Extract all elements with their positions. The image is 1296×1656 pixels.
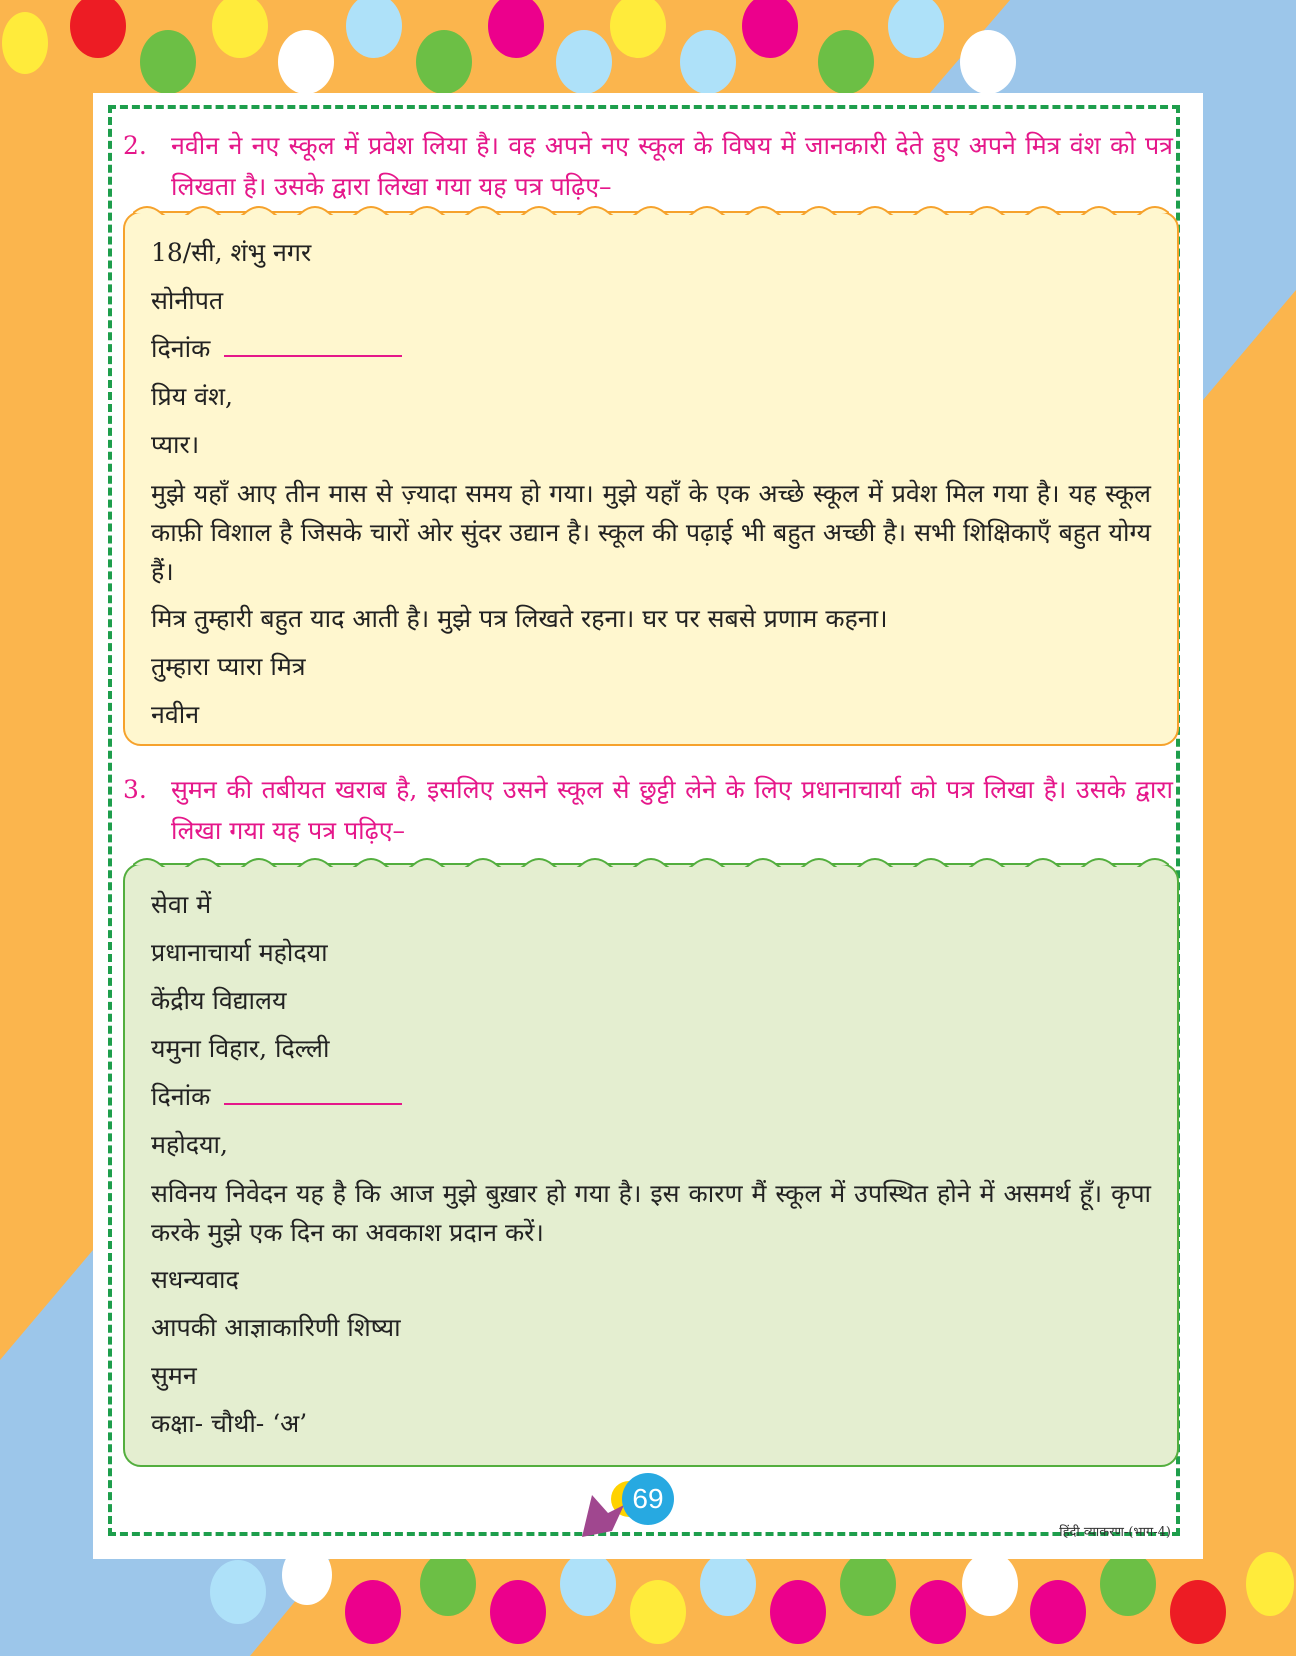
dot-lightblue bbox=[560, 1552, 616, 1616]
salutation: प्रिय वंश, bbox=[151, 382, 233, 411]
letter-to: सेवा में bbox=[151, 890, 212, 919]
dot-lightblue bbox=[700, 1552, 756, 1616]
date-blank bbox=[224, 1077, 402, 1105]
wavy-top-border bbox=[133, 201, 1169, 215]
dot-lightblue bbox=[210, 1560, 266, 1624]
dot-green bbox=[140, 30, 196, 94]
closing: आपकी आज्ञाकारिणी शिष्या bbox=[151, 1313, 401, 1342]
date-blank bbox=[224, 329, 402, 357]
letter-body-paragraph: मित्र तुम्हारी बहुत याद आती है। मुझे पत्र लिखते रहना। घर पर सबसे प्रणाम कहना। bbox=[151, 604, 888, 633]
letter-body-paragraph: सविनय निवेदन यह है कि आज मुझे बुख़ार हो गया है। इस कारण मैं स्कूल में उपस्थित होने में असमर्थ हूँ। कृपा करके मुझे एक दिन का अवकाश प्रदान करें। bbox=[151, 1179, 1151, 1247]
sender-address-line2: सोनीपत bbox=[151, 286, 224, 315]
sender-name: सुमन bbox=[151, 1361, 197, 1390]
dot-green bbox=[840, 1552, 896, 1616]
date-label: दिनांक bbox=[151, 1082, 211, 1111]
page-number: 69 bbox=[622, 1473, 674, 1525]
greeting: प्यार। bbox=[151, 430, 200, 459]
page bbox=[93, 93, 1203, 1559]
dot-magenta bbox=[345, 1580, 401, 1644]
salutation: महोदया, bbox=[151, 1130, 228, 1159]
dot-yellow bbox=[2, 12, 48, 74]
sender-address-line1: 18/सी, शंभु नगर bbox=[151, 238, 312, 267]
question-number: 3. bbox=[123, 775, 147, 804]
dot-red bbox=[1170, 1580, 1226, 1644]
dot-yellow bbox=[630, 1580, 686, 1644]
thanks: सधन्यवाद bbox=[151, 1265, 239, 1294]
signature: नवीन bbox=[151, 700, 200, 729]
question-3 bbox=[123, 769, 1173, 851]
dot-magenta bbox=[770, 1580, 826, 1644]
dot-yellow bbox=[1246, 1552, 1294, 1616]
dot-white bbox=[962, 1552, 1018, 1616]
letter-box-informal bbox=[123, 211, 1179, 746]
star-ribbon-icon bbox=[578, 1491, 628, 1541]
dot-green bbox=[818, 30, 874, 94]
sender-class: कक्षा- चौथी- ‘अ’ bbox=[151, 1409, 308, 1438]
dot-magenta bbox=[1030, 1580, 1086, 1644]
wavy-top-border bbox=[133, 853, 1169, 867]
closing: तुम्हारा प्यारा मित्र bbox=[151, 652, 306, 681]
date-line bbox=[151, 1073, 1151, 1121]
dot-magenta bbox=[910, 1580, 966, 1644]
book-title: हिंदी व्याकरण-(भाग-4) bbox=[1059, 1525, 1171, 1540]
school-place: यमुना विहार, दिल्ली bbox=[151, 1034, 330, 1063]
question-text: नवीन ने नए स्कूल में प्रवेश लिया है। वह अपने नए स्कूल के विषय में जानकारी देते हुए अपने मित्र वंश को पत्र लिखता है। उसके द्वारा लिखा गया यह पत्र पढ़िए– bbox=[171, 131, 1173, 201]
dot-lightblue bbox=[680, 30, 736, 94]
school-name: केंद्रीय विद्यालय bbox=[151, 986, 287, 1015]
question-text: सुमन की तबीयत खराब है, इसलिए उसने स्कूल से छुट्टी लेने के लिए प्रधानाचार्या को पत्र लिखा है। उसके द्वारा लिखा गया यह पत्र पढ़िए– bbox=[171, 775, 1173, 845]
dot-white bbox=[278, 30, 334, 94]
question-2 bbox=[123, 125, 1173, 207]
date-line bbox=[151, 325, 1151, 373]
dot-lightblue bbox=[556, 30, 612, 94]
dot-green bbox=[416, 30, 472, 94]
dot-green bbox=[420, 1552, 476, 1616]
letter-box-formal bbox=[123, 863, 1179, 1467]
dot-magenta bbox=[490, 1580, 546, 1644]
dot-white bbox=[960, 30, 1016, 94]
question-number: 2. bbox=[123, 131, 147, 160]
letter-body-paragraph: मुझे यहाँ आए तीन मास से ज़्यादा समय हो गया। मुझे यहाँ के एक अच्छे स्कूल में प्रवेश मिल गया है। यह स्कूल काफ़ी विशाल है जिसके चारों ओर सुंदर उद्यान है। स्कूल की पढ़ाई भी बहुत अच्छी है। सभी शिक्षिकाएँ बहुत योग्य हैं। bbox=[151, 479, 1151, 586]
date-label: दिनांक bbox=[151, 334, 211, 363]
recipient: प्रधानाचार्या महोदया bbox=[151, 938, 328, 967]
dot-green bbox=[1100, 1552, 1156, 1616]
